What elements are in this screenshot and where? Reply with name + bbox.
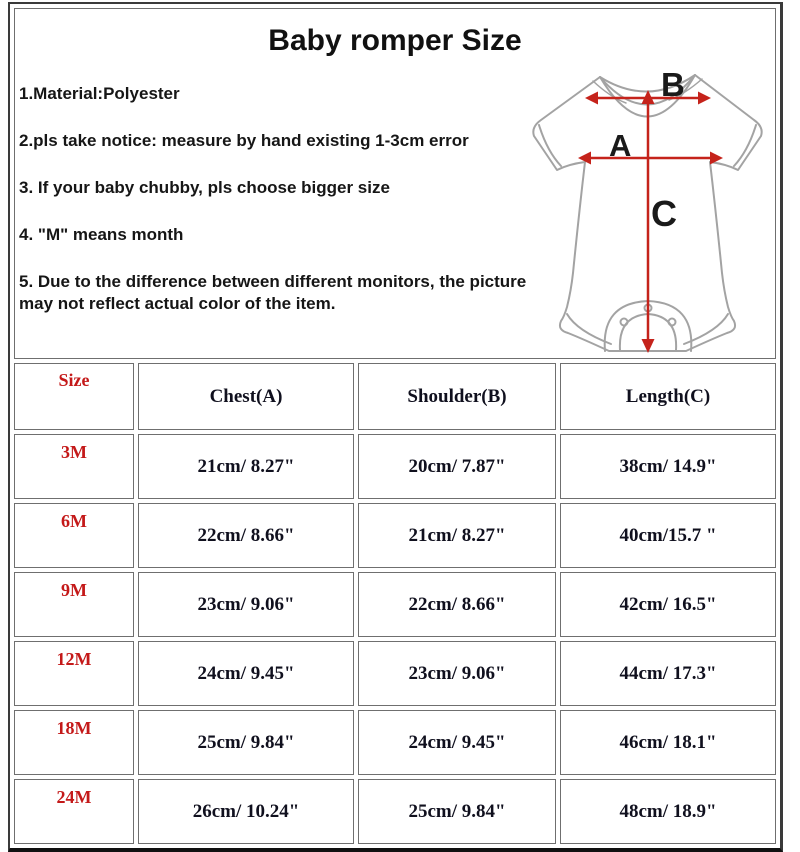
shoulder-cell: 21cm/ 8.27" [358,503,556,568]
header-chest: Chest(A) [138,363,354,430]
table-header-row [14,363,776,430]
shoulder-cell: 23cm/ 9.06" [358,641,556,706]
length-cell: 48cm/ 18.9" [560,779,776,844]
chest-cell: 21cm/ 8.27" [138,434,354,499]
note-chubby: 3. If your baby chubby, pls choose bigger size [19,178,390,197]
notes-list [19,83,531,315]
size-cell: 6M [14,503,134,568]
size-cell: 9M [14,572,134,637]
romper-measurement-diagram [521,63,773,355]
size-chart-table [8,2,783,852]
note-monitor-color: 5. Due to the difference between different monitors, the picture may not reflect actual color of the item. [19,272,527,313]
length-cell: 44cm/ 17.3" [560,641,776,706]
header-length: Length(C) [560,363,776,430]
header-shoulder: Shoulder(B) [358,363,556,430]
baby-romper-icon [521,63,773,355]
note-month: 4. "M" means month [19,225,184,244]
info-cell [14,8,776,359]
chest-cell: 24cm/ 9.45" [138,641,354,706]
info-row [14,8,776,359]
note-measure-error: 2.pls take notice: measure by hand existing 1-3cm error [19,131,469,150]
table-row [14,641,776,706]
size-cell: 18M [14,710,134,775]
chest-cell: 25cm/ 9.84" [138,710,354,775]
length-cell: 42cm/ 16.5" [560,572,776,637]
length-cell: 40cm/15.7 " [560,503,776,568]
chest-cell: 26cm/ 10.24" [138,779,354,844]
size-cell: 24M [14,779,134,844]
table-row [14,710,776,775]
shoulder-cell: 25cm/ 9.84" [358,779,556,844]
header-size: Size [14,363,134,430]
size-cell: 12M [14,641,134,706]
size-cell: 3M [14,434,134,499]
length-cell: 46cm/ 18.1" [560,710,776,775]
table-row [14,503,776,568]
chest-cell: 22cm/ 8.66" [138,503,354,568]
label-B: B [661,66,685,103]
table-row [14,434,776,499]
label-C: C [651,193,677,234]
chest-cell: 23cm/ 9.06" [138,572,354,637]
length-cell: 38cm/ 14.9" [560,434,776,499]
shoulder-cell: 20cm/ 7.87" [358,434,556,499]
label-A: A [609,128,632,163]
shoulder-cell: 24cm/ 9.45" [358,710,556,775]
shoulder-cell: 22cm/ 8.66" [358,572,556,637]
table-row [14,779,776,844]
page-title: Baby romper Size [268,24,522,57]
note-material: 1.Material:Polyester [19,84,180,103]
table-row [14,572,776,637]
